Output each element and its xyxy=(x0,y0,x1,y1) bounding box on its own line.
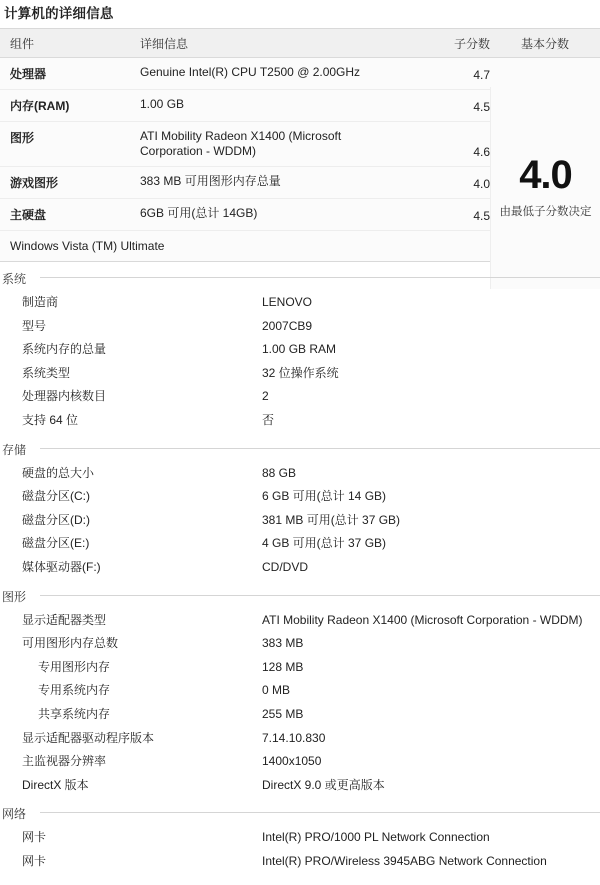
row-subscore: 4.5 xyxy=(473,209,490,223)
item-value: 128 MB xyxy=(262,659,304,674)
item-key: 专用图形内存 xyxy=(38,659,111,674)
list-item xyxy=(0,774,600,798)
section-title-network xyxy=(0,799,600,826)
page-title: 计算机的详细信息 xyxy=(4,6,114,21)
row-details: 383 MB 可用图形内存总量 xyxy=(140,174,281,188)
section-title-text: 图形 xyxy=(2,590,32,604)
list-item xyxy=(0,703,600,727)
item-value: CD/DVD xyxy=(262,559,309,574)
base-score-note: 由最低子分数决定 xyxy=(499,206,592,219)
item-value: 1400x1050 xyxy=(262,754,322,769)
row-subscore: 4.7 xyxy=(473,68,490,82)
row-component: 内存(RAM) xyxy=(10,99,70,113)
base-score-value: 4.0 xyxy=(519,153,572,198)
row-subscore: 4.6 xyxy=(473,145,490,159)
item-key: 显示适配器驱动程序版本 xyxy=(22,730,155,745)
section-storage xyxy=(0,435,600,580)
row-subscore: 4.5 xyxy=(473,100,490,114)
base-score-panel xyxy=(490,87,600,289)
item-key: DirectX 版本 xyxy=(22,777,89,792)
row-details: Genuine Intel(R) CPU T2500 @ 2.00GHz xyxy=(140,65,361,79)
header-basescore: 基本分数 xyxy=(520,36,569,51)
item-value: DirectX 9.0 或更高版本 xyxy=(262,777,385,792)
item-value: 6 GB 可用(总计 14 GB) xyxy=(262,489,387,504)
row-component: 处理器 xyxy=(10,67,47,81)
row-details: ATI Mobility Radeon X1400 (Microsoft Corporation - WDDM) xyxy=(140,129,342,158)
item-key: 专用系统内存 xyxy=(38,683,111,698)
item-key: 磁盘分区(E:) xyxy=(22,536,90,551)
item-key: 网卡 xyxy=(22,830,47,845)
item-value: 383 MB xyxy=(262,636,304,651)
section-title-system xyxy=(0,264,600,291)
list-item xyxy=(0,462,600,486)
item-value: 4 GB 可用(总计 37 GB) xyxy=(262,536,387,551)
section-graphics xyxy=(0,582,600,798)
section-network xyxy=(0,799,600,873)
item-value: 88 GB xyxy=(262,465,297,480)
section-system xyxy=(0,264,600,433)
row-details: 6GB 可用(总计 14GB) xyxy=(140,206,258,220)
item-value: 32 位操作系统 xyxy=(262,365,339,380)
row-component: 游戏图形 xyxy=(10,176,59,190)
section-title-text: 网络 xyxy=(2,807,32,821)
item-value: Intel(R) PRO/1000 PL Network Connection xyxy=(262,830,490,845)
item-key: 硬盘的总大小 xyxy=(22,465,95,480)
list-item xyxy=(0,556,600,580)
item-key: 系统内存的总量 xyxy=(22,342,107,357)
section-title-storage xyxy=(0,435,600,462)
list-item xyxy=(0,656,600,680)
item-key: 网卡 xyxy=(22,853,47,868)
item-key: 磁盘分区(D:) xyxy=(22,512,90,527)
item-key: 处理器内核数目 xyxy=(22,389,107,404)
list-item xyxy=(0,509,600,533)
item-key: 型号 xyxy=(22,318,47,333)
row-subscore: 4.0 xyxy=(473,177,490,191)
row-component: 图形 xyxy=(10,131,35,145)
list-item xyxy=(0,632,600,656)
table-row xyxy=(0,58,600,90)
item-value: Intel(R) PRO/Wireless 3945ABG Network Connection xyxy=(262,853,547,868)
item-value: 7.14.10.830 xyxy=(262,730,326,745)
section-title-text: 存储 xyxy=(2,443,32,457)
item-value: 否 xyxy=(262,412,275,427)
list-item xyxy=(0,338,600,362)
list-item xyxy=(0,826,600,850)
list-item xyxy=(0,727,600,751)
section-title-graphics xyxy=(0,582,600,609)
list-item xyxy=(0,315,600,339)
list-item xyxy=(0,532,600,556)
score-table-body xyxy=(0,58,600,261)
list-item xyxy=(0,485,600,509)
list-item xyxy=(0,362,600,386)
list-item xyxy=(0,385,600,409)
operating-system-row: Windows Vista (TM) Ultimate xyxy=(0,231,600,261)
item-key: 共享系统内存 xyxy=(38,706,111,721)
item-value: 2 xyxy=(262,389,269,404)
item-key: 磁盘分区(C:) xyxy=(22,489,90,504)
item-key: 媒体驱动器(F:) xyxy=(22,559,101,574)
header-subscore: 子分数 xyxy=(453,36,490,51)
score-table-header xyxy=(0,29,600,58)
item-value: 0 MB xyxy=(262,683,291,698)
header-details: 详细信息 xyxy=(140,36,189,51)
section-title-text: 系统 xyxy=(2,272,32,286)
item-value: ATI Mobility Radeon X1400 (Microsoft Corporation - WDDM) xyxy=(262,612,583,627)
list-item xyxy=(0,291,600,315)
item-value: LENOVO xyxy=(262,295,313,309)
list-item xyxy=(0,609,600,633)
item-value: 1.00 GB RAM xyxy=(262,342,337,357)
list-item xyxy=(0,850,600,874)
list-item xyxy=(0,409,600,433)
item-value: 2007CB9 xyxy=(262,318,313,333)
item-key: 系统类型 xyxy=(22,365,71,380)
item-key: 主监视器分辨率 xyxy=(22,754,107,769)
item-key: 支持 64 位 xyxy=(22,412,79,427)
item-value: 381 MB 可用(总计 37 GB) xyxy=(262,512,401,527)
row-component: 主硬盘 xyxy=(10,208,47,222)
performance-score-table xyxy=(0,28,600,262)
item-key: 可用图形内存总数 xyxy=(22,636,119,651)
header-component: 组件 xyxy=(10,36,35,51)
row-details: 1.00 GB xyxy=(140,97,185,111)
list-item xyxy=(0,679,600,703)
item-key: 显示适配器类型 xyxy=(22,612,107,627)
list-item xyxy=(0,750,600,774)
item-value: 255 MB xyxy=(262,706,304,721)
item-key: 制造商 xyxy=(22,295,59,309)
